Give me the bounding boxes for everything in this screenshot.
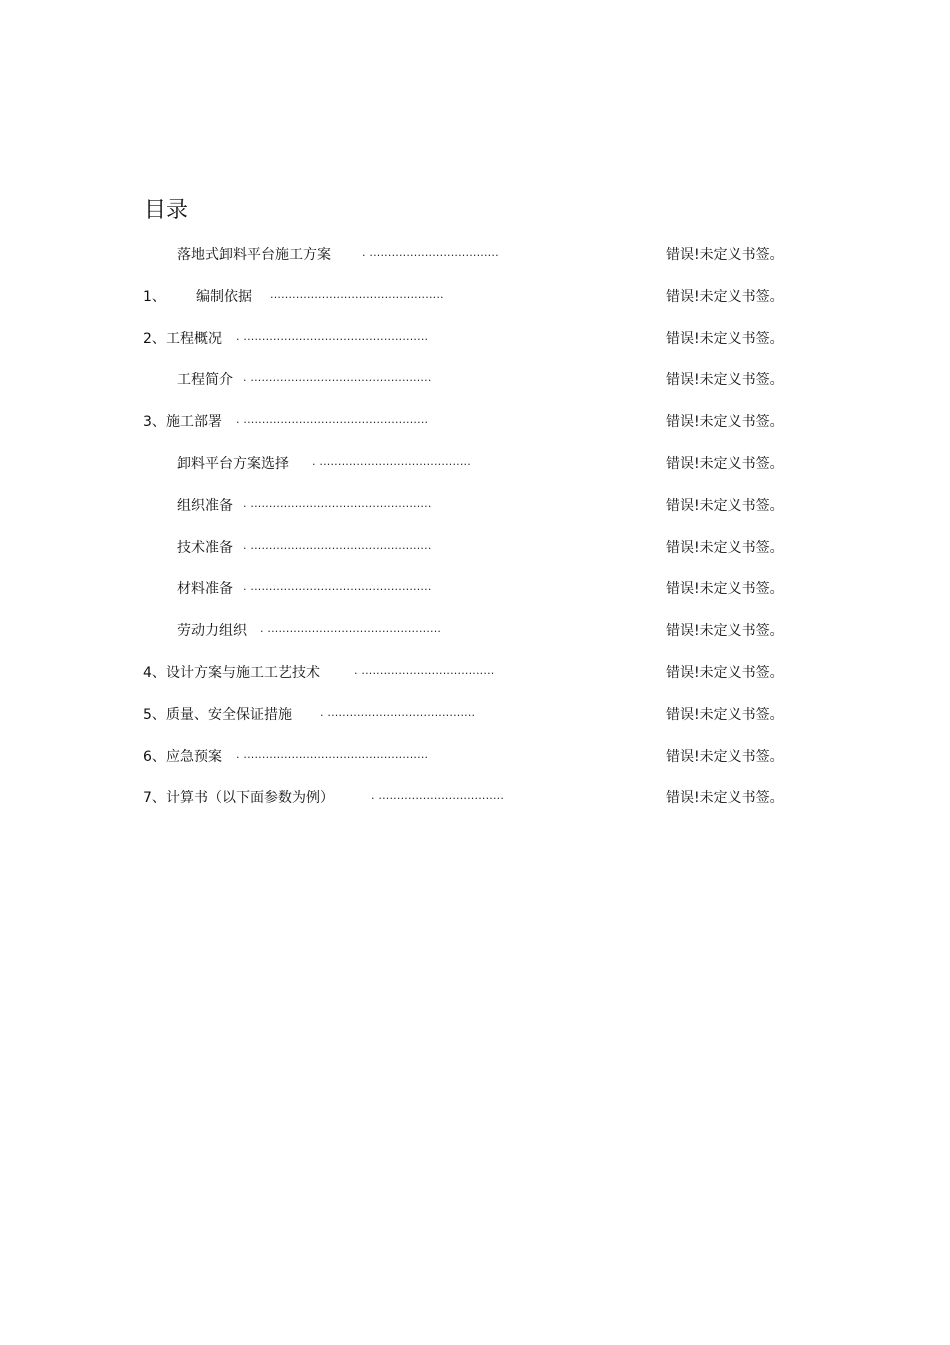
toc-list xyxy=(0,241,950,826)
toc-page-ref: 错误!未定义书签。 xyxy=(666,790,784,807)
toc-entry[interactable] xyxy=(0,325,950,367)
toc-leader-dots: . .................................. xyxy=(371,789,505,803)
toc-leader-dots: . ......................................... xyxy=(312,454,471,468)
toc-entry[interactable] xyxy=(0,701,950,743)
toc-page-ref: 错误!未定义书签。 xyxy=(666,664,784,681)
toc-entry-number: 1、 xyxy=(143,288,166,305)
toc-entry[interactable] xyxy=(0,743,950,785)
toc-entry-label: 工程概况 xyxy=(166,330,222,347)
toc-entry[interactable] xyxy=(0,366,950,408)
toc-leader-dots: . ................................................. xyxy=(243,371,432,385)
toc-page-ref: 错误!未定义书签。 xyxy=(666,539,784,556)
toc-entry-label: 编制依据 xyxy=(196,288,252,305)
toc-leader-dots: . ................................................. xyxy=(243,580,432,594)
toc-entry-number: 6、 xyxy=(143,748,166,765)
toc-entry-label: 应急预案 xyxy=(166,748,222,765)
toc-page-ref: 错误!未定义书签。 xyxy=(666,706,784,723)
toc-entry[interactable] xyxy=(0,617,950,659)
toc-entry[interactable] xyxy=(0,408,950,450)
toc-entry-number: 5、 xyxy=(143,706,166,723)
toc-entry-label: 落地式卸料平台施工方案 xyxy=(177,247,331,263)
toc-leader-dots: ............................................... xyxy=(270,287,444,301)
toc-entry-label: 计算书（以下面参数为例） xyxy=(166,790,334,807)
toc-leader-dots: . ................................................. xyxy=(243,538,432,552)
toc-page-ref: 错误!未定义书签。 xyxy=(666,288,784,305)
toc-entry-label: 施工部署 xyxy=(166,414,222,431)
toc-entry-label: 组织准备 xyxy=(177,497,233,514)
toc-entry-label: 卸料平台方案选择 xyxy=(177,455,289,472)
toc-leader-dots: . ............................................... xyxy=(260,622,442,636)
toc-leader-dots: . ........................................ xyxy=(320,705,476,719)
toc-page-ref: 错误!未定义书签。 xyxy=(666,330,784,347)
toc-leader-dots: . ................................................. xyxy=(243,496,432,510)
toc-entry-label: 工程简介 xyxy=(177,372,233,389)
toc-entry-label: 设计方案与施工工艺技术 xyxy=(166,664,320,681)
toc-entry[interactable] xyxy=(0,283,950,325)
toc-leader-dots: . .................................................. xyxy=(236,747,429,761)
toc-entry-number: 2、 xyxy=(143,330,166,347)
toc-entry-label: 技术准备 xyxy=(177,539,233,556)
toc-entry-number: 4、 xyxy=(143,664,166,681)
toc-entry-number: 3、 xyxy=(143,414,166,431)
toc-page-ref: 错误!未定义书签。 xyxy=(666,623,784,640)
toc-entry[interactable] xyxy=(0,492,950,534)
toc-entry-label: 质量、安全保证措施 xyxy=(166,706,292,723)
toc-leader-dots: . ................................... xyxy=(362,246,499,259)
toc-leader-dots: . .................................................. xyxy=(236,413,429,427)
toc-leader-dots: . .................................................. xyxy=(236,329,429,343)
toc-page-ref: 错误!未定义书签。 xyxy=(666,748,784,765)
toc-entry-label: 劳动力组织 xyxy=(177,623,247,640)
toc-entry[interactable] xyxy=(0,534,950,576)
toc-title: 目录 xyxy=(144,198,189,223)
toc-page-ref: 错误!未定义书签。 xyxy=(666,247,784,263)
toc-entry[interactable] xyxy=(0,241,950,283)
toc-entry[interactable] xyxy=(0,575,950,617)
toc-page-ref: 错误!未定义书签。 xyxy=(666,581,784,598)
toc-page-ref: 错误!未定义书签。 xyxy=(666,455,784,472)
toc-page-ref: 错误!未定义书签。 xyxy=(666,372,784,389)
toc-page-ref: 错误!未定义书签。 xyxy=(666,414,784,431)
toc-entry-label: 材料准备 xyxy=(177,581,233,598)
toc-page-ref: 错误!未定义书签。 xyxy=(666,497,784,514)
toc-leader-dots: . .................................... xyxy=(354,663,495,677)
toc-entry[interactable] xyxy=(0,450,950,492)
toc-entry[interactable] xyxy=(0,659,950,701)
toc-entry[interactable] xyxy=(0,784,950,826)
toc-entry-number: 7、 xyxy=(143,790,166,807)
